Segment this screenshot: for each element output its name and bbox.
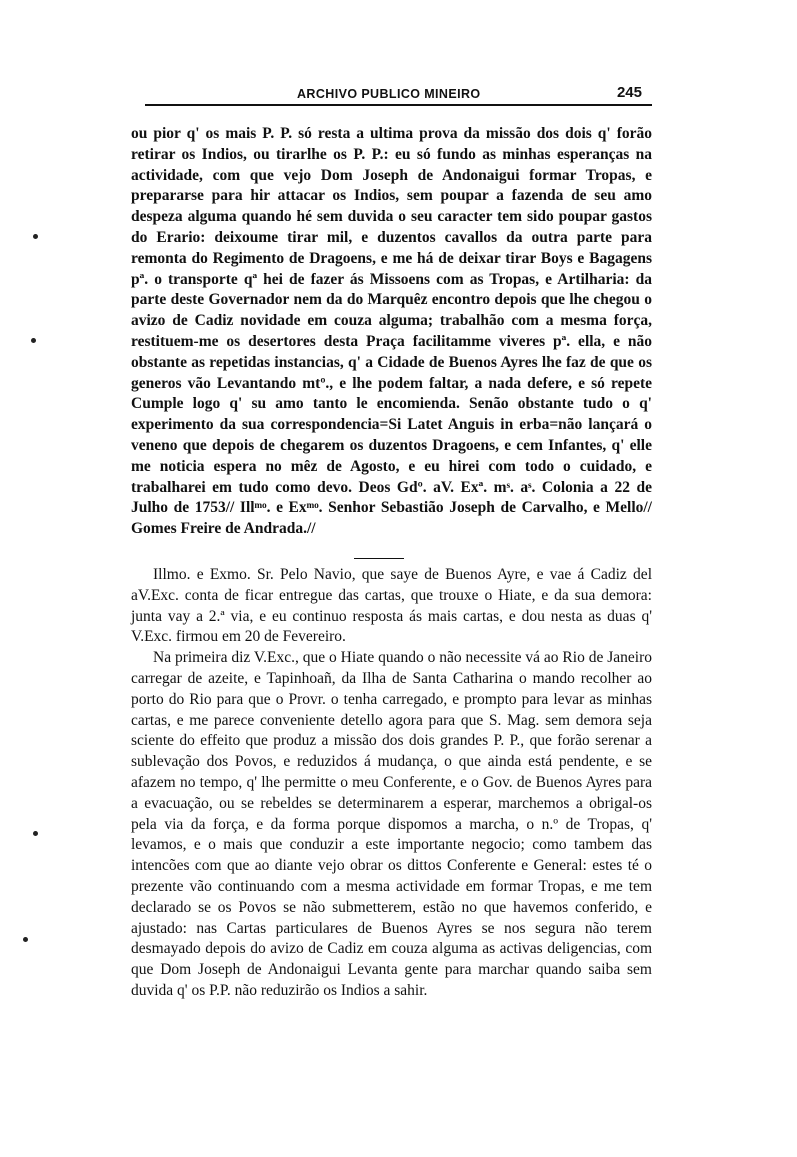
- header-rule: [145, 104, 652, 106]
- letter-body-1: [131, 124, 652, 540]
- margin-mark: [33, 831, 38, 836]
- margin-mark: [31, 338, 36, 343]
- page-number: 245: [616, 84, 642, 101]
- paragraph-3: Na primeira diz V.Exc., que o Hiate quando o não necessite vá ao Rio de Janeiro carregar de azeite, e Tapinhoañ, da Ilha de Santa Catharina o mando recolher ao porto do Rio para que o Provr. o tenha carregado, e prompto para levar as minhas cartas, e me parece conveniente detello agora para que S. Mag. sem demora seja sciente do effeito que produz a missão dos dois grandes P. P., que forão serenar a sublevação dos Povos, e reduzidos á mudança, o que ainda está pendente, e se afazem no tempo, q' lhe permitte o meu Conferente, e o Gov. de Buenos Ayres para a evacuação, ou se rebeldes se determinarem a esperar, marchemos a obrigal-os pela via da força, e da forma porque dispomos a marcha, o n.º de Tropas, q' levamos, e o mais que conduzir a este importante negocio; como tambem das intencões com que ao diante vejo obrar os dittos Conferente e General: estes té o prezente vão continuando com a mesma actividade em formar Tropas, e me tem declarado se os Povos se não submetterem, estão no que havemos conferido, e ajustado: nas Cartas particulares de Buenos Ayres se nos segura não terem desmayado depois do avizo de Cadiz em couza alguma as activas deligencias, com que Dom Joseph de Andonaigui Levanta gente para marchar quando saiba sem duvida q' os P.P. não reduzirão os Indios a sahir.: [131, 649, 652, 999]
- paragraph-1: ou pior q' os mais P. P. só resta a ultima prova da missão dos dois q' forão retirar os Indios, ou tirarlhe os P. P.: eu só fundo as minhas esperanças na actividade, com que vejo Dom Joseph de Andonaigui formar Tropas, e prepararse para hir attacar os Indios, sem poupar a fazenda de seu amo despeza alguma quando hé sem duvida o seu caracter tem sido poupar gastos do Erario: deixoume tirar mil, e duzentos cavallos da outra parte para remonta do Regimento de Dragoens, e me há de deixar tirar Boys e Bagagens pª. o transporte qª hei de fazer ás Missoens com as Tropas, e Artilharia: da parte deste Governador nem da do Marquêz encontro depois que lhe chegou o avizo de Cadiz novidade em couza alguma; trabalhão com a mesma força, restituem-me os desertores desta Praça facilitamme viveres pª. ella, e não obstante as repetidas instancias, q' a Cidade de Buenos Ayres lhe faz de que os generos vão Levantando mtº., e lhe podem faltar, a nada defere, e só repete Cumple logo q' su amo tanto le encomienda. Senão obstante tudo o q' experimento da sua correspondencia=Si Latet Anguis in erba=não lançará o veneno que depois de chegarem os duzentos Dragoens, e cem Infantes, q' elle me noticia espera no mêz de Agosto, e eu hirei com todo o cuidado, e trabalharei em tudo como devo. Deos Gdº. aV. Exª. mˢ. aˢ. Colonia a 22 de Julho de 1753// Illᵐᵒ. e Exᵐᵒ. Senhor Sebastião Joseph de Carvalho, e Mello// Gomes Freire de Andrada.//: [131, 125, 652, 538]
- letter-body-2: [131, 565, 652, 1002]
- margin-mark: [23, 937, 28, 942]
- page-header: [145, 84, 652, 108]
- running-title: ARCHIVO PUBLICO MINEIRO: [297, 87, 481, 101]
- section-divider: [354, 558, 404, 559]
- margin-mark: [33, 234, 38, 239]
- paragraph-2: Illmo. e Exmo. Sr. Pelo Navio, que saye de Buenos Ayre, e vae á Cadiz del aV.Exc. conta de ficar entregue das cartas, que trouxe o Hiate, e da sua demora: junta vay a 2.ª via, e eu continuo resposta ás mais cartas, e dou nesta as duas q' V.Exc. firmou em 20 de Fevereiro.: [131, 566, 652, 646]
